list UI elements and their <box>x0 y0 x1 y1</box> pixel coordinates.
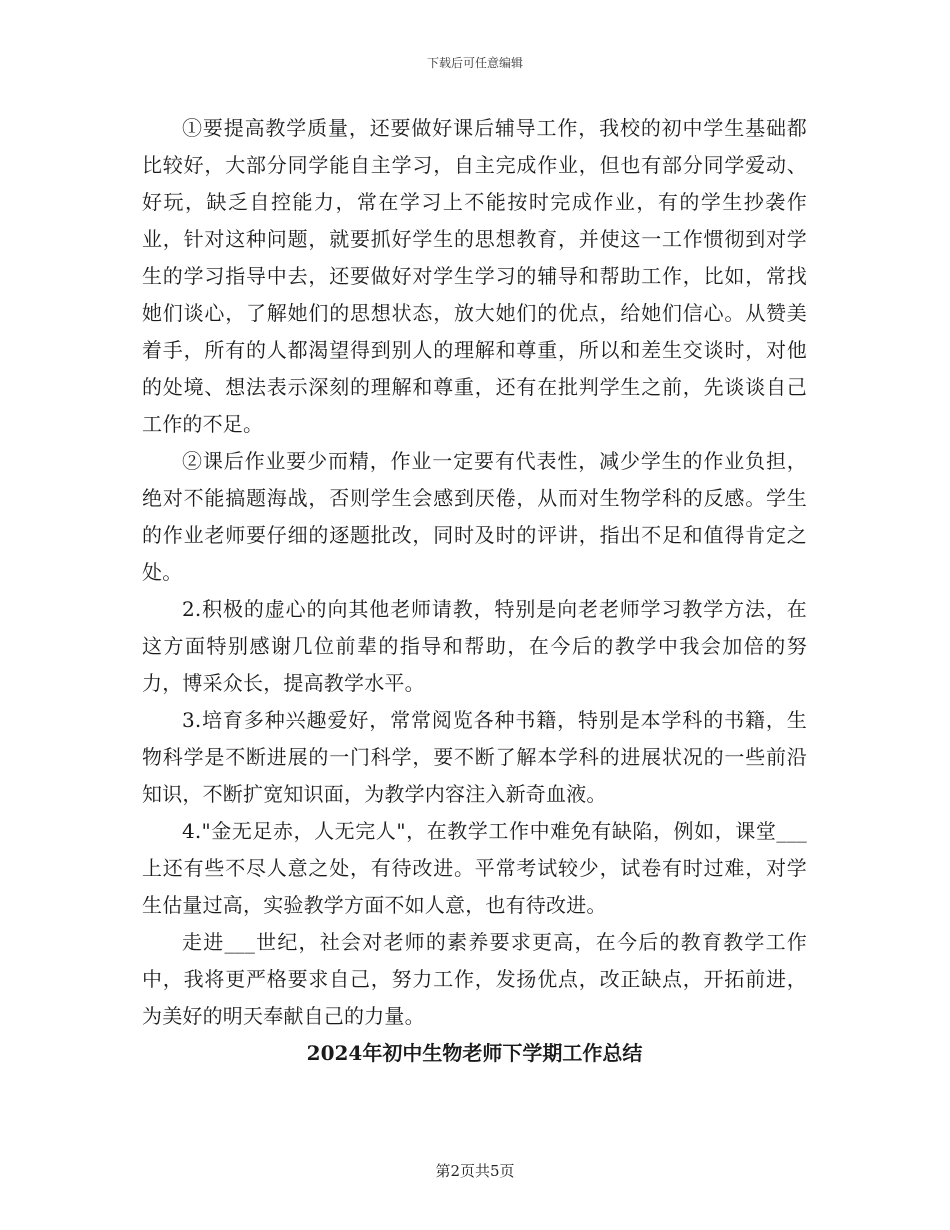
section-title: 2024年初中生物老师下学期工作总结 <box>306 1041 643 1065</box>
paragraph-tutoring: ①要提高教学质量，还要做好课后辅导工作，我校的初中学生基础都比较好，大部分同学能自主学习，自主完成作业，但也有部分同学爱动、好玩，缺乏自控能力，常在学习上不能按时完成作业，有的学生抄袭作业，针对这种问题，就要抓好学生的思想教育，并使这一工作惯彻到对学生的学习指导中去，还要做好对学生学习的辅导和帮助工作，比如，常找她们谈心，了解她们的思想状态，放大她们的优点，给她们信心。从赞美着手，所有的人都渴望得到别人的理解和尊重，所以和差生交谈时，对他的处境、想法表示深刻的理解和尊重，还有在批判学生之前，先谈谈自己工作的不足。 <box>142 116 807 436</box>
paragraph-interests-reading: 3.培育多种兴趣爱好，常常阅览各种书籍，特别是本学科的书籍，生物科学是不断进展的一门科学，要不断了解本学科的进展状况的一些前沿知识，不断扩宽知识面，为教学内容注入新奇血液。 <box>142 708 807 806</box>
page-header: 下载后可任意编辑 <box>426 56 523 70</box>
page-number: 第2页共5页 <box>435 1162 515 1180</box>
paragraph-closing: 走进___世纪，社会对老师的素养要求更高，在今后的教育教学工作中，我将更严格要求自己，努力工作，发扬优点，改正缺点，开拓前进，为美好的明天奉献自己的力量。 <box>142 930 807 1028</box>
paragraph-homework: ②课后作业要少而精，作业一定要有代表性，减少学生的作业负担，绝对不能搞题海战，否则学生会感到厌倦，从而对生物学科的反感。学生的作业老师要仔细的逐题批改，同时及时的评讲，指出不足和值得肯定之处。 <box>142 449 807 584</box>
document-body <box>142 110 807 1072</box>
paragraph-learn-from-colleagues: 2.积极的虚心的向其他老师请教，特别是向老老师学习教学方法，在这方面特别感谢几位前辈的指导和帮助，在今后的教学中我会加倍的努力，博采众长，提高教学水平。 <box>142 597 807 695</box>
paragraph-shortcomings: 4."金无足赤，人无完人"，在教学工作中难免有缺陷，例如，课堂___上还有些不尽人意之处，有待改进。平常考试较少，试卷有时过难，对学生估量过高，实验教学方面不如人意，也有待改进。 <box>142 819 807 917</box>
